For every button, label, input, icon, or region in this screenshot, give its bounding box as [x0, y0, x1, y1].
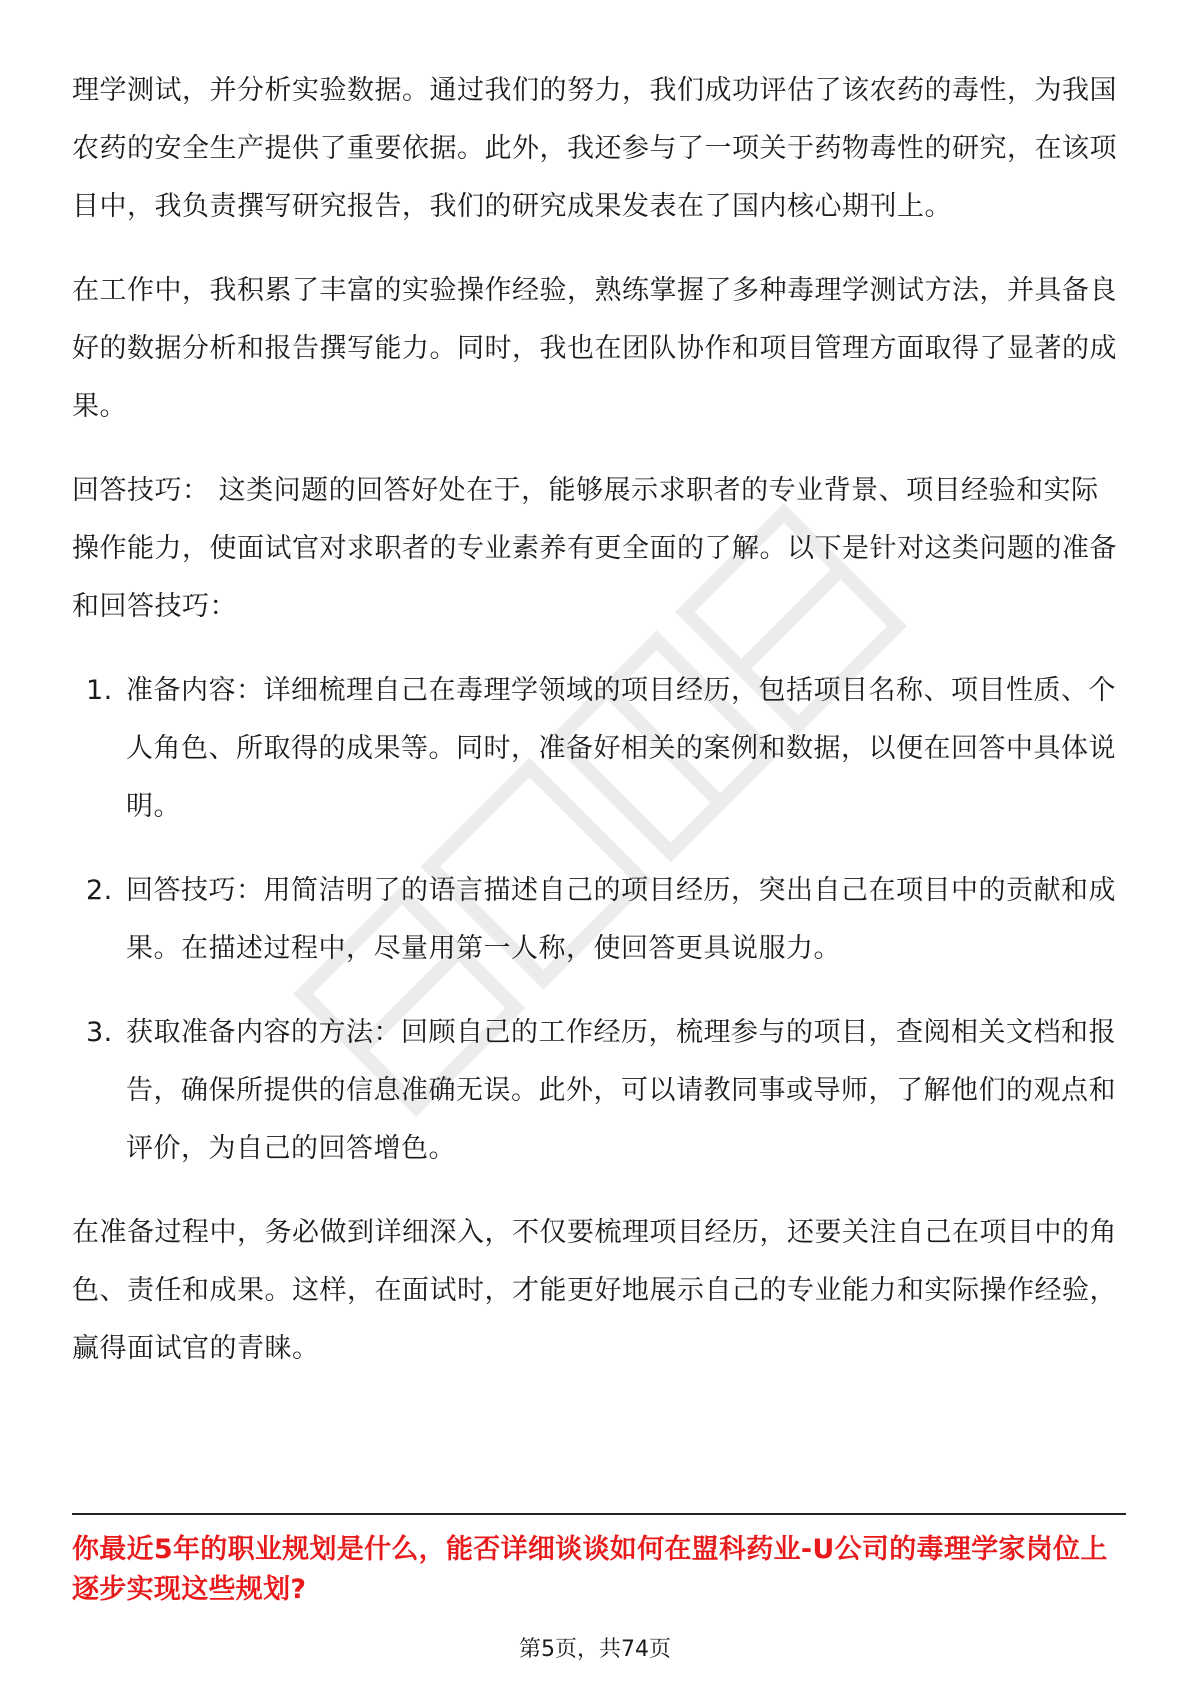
list-item-text: 回答技巧：用简洁明了的语言描述自己的项目经历，突出自己在项目中的贡献和成果。在描述过程中，尽量用第一人称，使回答更具说服力。 [126, 875, 1116, 964]
paragraph-work-skills: 在工作中，我积累了丰富的实验操作经验，熟练掌握了多种毒理学测试方法，并具备良好的数据分析和报告撰写能力。同时，我也在团队协作和项目管理方面取得了显著的成果。 [72, 275, 1117, 422]
paragraph-project-experience: 理学测试，并分析实验数据。通过我们的努力，我们成功评估了该农药的毒性，为我国农药的安全生产提供了重要依据。此外，我还参与了一项关于药物毒性的研究，在该项目中，我负责撰写研究报告，我们的研究成果发表在了国内核心期刊上。 [72, 75, 1117, 222]
tips-list [72, 662, 1122, 1178]
list-item-number: 2. [86, 875, 113, 906]
list-item-text: 准备内容：详细梳理自己在毒理学领域的项目经历，包括项目名称、项目性质、个人角色、所取得的成果等。同时，准备好相关的案例和数据，以便在回答中具体说明。 [126, 675, 1116, 822]
next-question-heading: 你最近5年的职业规划是什么，能否详细谈谈如何在盟科药业-U公司的毒理学家岗位上逐步实现这些规划? [72, 1534, 1108, 1605]
list-item-number: 1. [86, 675, 113, 706]
page-number-footer: 第5页，共74页 [519, 1637, 671, 1662]
page-content [72, 62, 1122, 1404]
paragraph-closing: 在准备过程中，务必做到详细深入，不仅要梳理项目经历，还要关注自己在项目中的角色、责任和成果。这样，在面试时，才能更好地展示自己的专业能力和实际操作经验，赢得面试官的青睐。 [72, 1217, 1117, 1364]
paragraph-answer-tips: 回答技巧： 这类问题的回答好处在于，能够展示求职者的专业背景、项目经验和实际操作能力，使面试官对求职者的专业素养有更全面的了解。以下是针对这类问题的准备和回答技巧： [72, 475, 1117, 622]
list-item [72, 662, 1122, 836]
section-divider [72, 1513, 1126, 1515]
list-item-number: 3. [86, 1017, 113, 1048]
list-item-text: 获取准备内容的方法：回顾自己的工作经历，梳理参与的项目，查阅相关文档和报告，确保所提供的信息准确无误。此外，可以请教同事或导师，了解他们的观点和评价，为自己的回答增色。 [126, 1017, 1116, 1164]
list-item [72, 1004, 1122, 1178]
list-item [72, 862, 1122, 978]
